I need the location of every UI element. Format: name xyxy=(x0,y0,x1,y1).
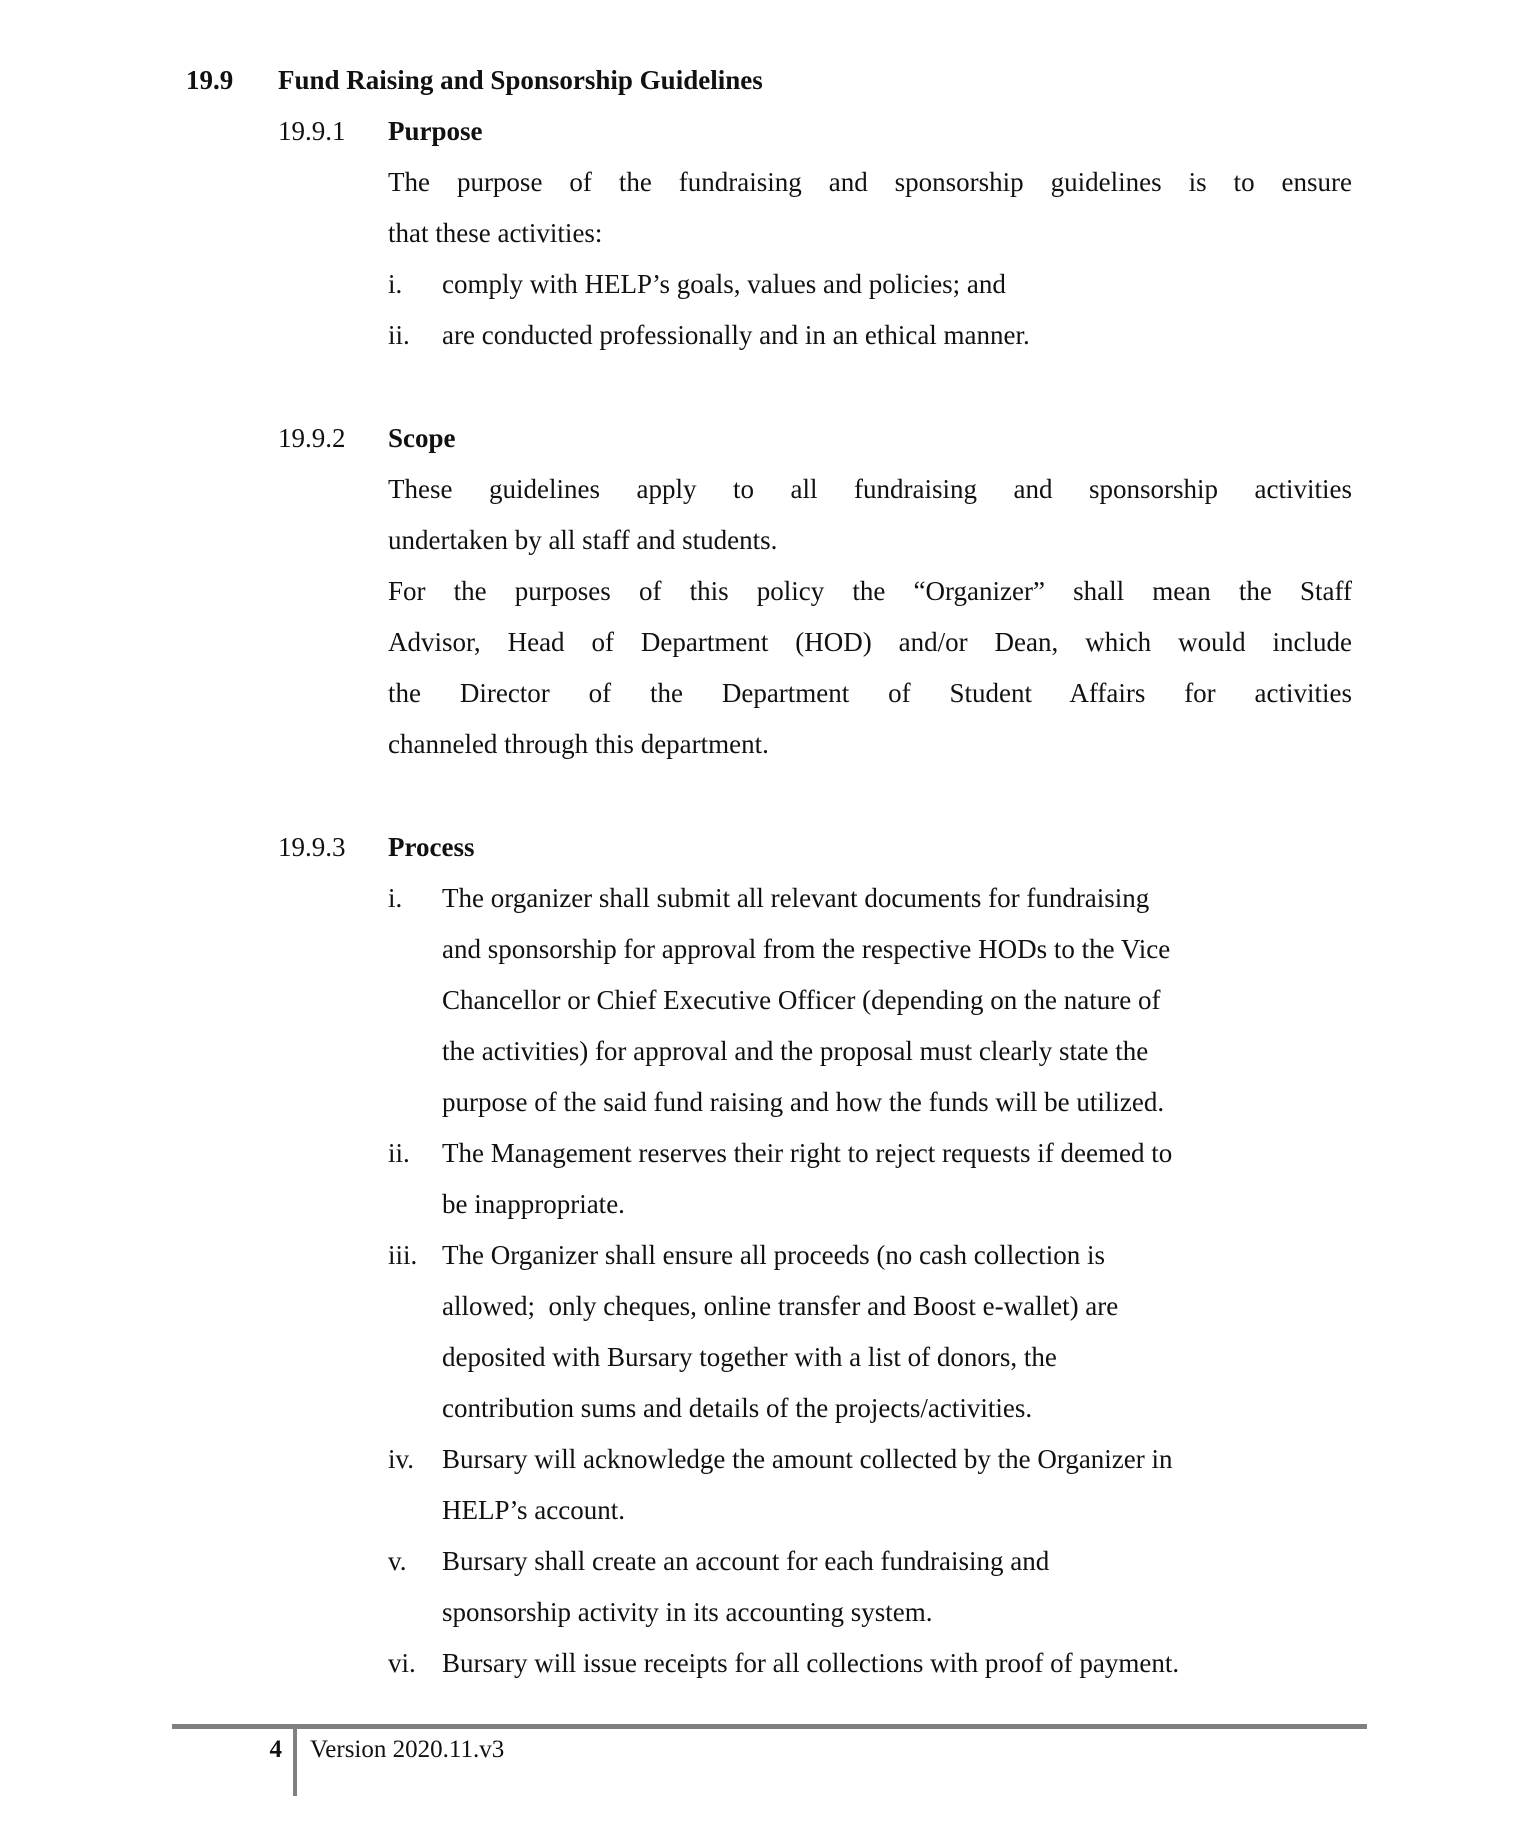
version-label: Version 2020.11.v3 xyxy=(310,1736,505,1763)
scope-paragraph-line: the Director of the Department of Student Affairs for activities xyxy=(388,678,1352,708)
process-item-marker: vi. xyxy=(388,1648,416,1678)
process-item-line: The organizer shall submit all relevant documents for fundraising xyxy=(442,883,1150,913)
process-number: 19.9.3 xyxy=(278,832,346,862)
process-item-marker: i. xyxy=(388,883,403,913)
footer-divider xyxy=(293,1724,297,1796)
process-item-line: Bursary shall create an account for each fundraising and xyxy=(442,1546,1050,1576)
process-item-line: allowed; only cheques, online transfer and Boost e-wallet) are xyxy=(442,1291,1119,1321)
process-item-line: be inappropriate. xyxy=(442,1189,625,1219)
purpose-item-text: are conducted professionally and in an ethical manner. xyxy=(442,320,1030,350)
process-item-marker: v. xyxy=(388,1546,407,1576)
scope-number: 19.9.2 xyxy=(278,423,346,453)
section-title: Fund Raising and Sponsorship Guidelines xyxy=(278,65,763,95)
scope-title: Scope xyxy=(388,423,456,453)
purpose-paragraph-line: The purpose of the fundraising and sponsorship guidelines is to ensure xyxy=(388,167,1352,197)
purpose-paragraph-line: that these activities: xyxy=(388,218,603,248)
footer-rule xyxy=(172,1724,1367,1729)
scope-paragraph-line: These guidelines apply to all fundraising and sponsorship activities xyxy=(388,474,1352,504)
process-item-marker: iii. xyxy=(388,1240,418,1270)
purpose-number: 19.9.1 xyxy=(278,116,346,146)
process-item-line: Bursary will acknowledge the amount collected by the Organizer in xyxy=(442,1444,1173,1474)
process-item-line: The Organizer shall ensure all proceeds (no cash collection is xyxy=(442,1240,1106,1270)
process-item-marker: ii. xyxy=(388,1138,410,1168)
section-number: 19.9 xyxy=(186,65,234,95)
purpose-item-marker: i. xyxy=(388,269,403,299)
scope-paragraph-line: channeled through this department. xyxy=(388,729,769,759)
scope-paragraph-line: undertaken by all staff and students. xyxy=(388,525,778,555)
process-item-line: purpose of the said fund raising and how the funds will be utilized. xyxy=(442,1087,1165,1117)
process-item-line: The Management reserves their right to reject requests if deemed to xyxy=(442,1138,1173,1168)
process-item-line: sponsorship activity in its accounting system. xyxy=(442,1597,933,1627)
process-item-line: the activities) for approval and the proposal must clearly state the xyxy=(442,1036,1149,1066)
process-item-marker: iv. xyxy=(388,1444,414,1474)
process-item-line: HELP’s account. xyxy=(442,1495,625,1525)
process-item-line: Bursary will issue receipts for all collections with proof of payment. xyxy=(442,1648,1180,1678)
process-item-line: and sponsorship for approval from the respective HODs to the Vice xyxy=(442,934,1171,964)
process-item-line: Chancellor or Chief Executive Officer (depending on the nature of xyxy=(442,985,1161,1015)
purpose-title: Purpose xyxy=(388,116,483,146)
purpose-item-marker: ii. xyxy=(388,320,410,350)
process-item-line: contribution sums and details of the projects/activities. xyxy=(442,1393,1033,1423)
scope-paragraph-line: For the purposes of this policy the “Organizer” shall mean the Staff xyxy=(388,576,1352,606)
purpose-item-text: comply with HELP’s goals, values and policies; and xyxy=(442,269,1006,299)
process-title: Process xyxy=(388,832,475,862)
scope-paragraph-line: Advisor, Head of Department (HOD) and/or Dean, which would include xyxy=(388,627,1352,657)
page-number: 4 xyxy=(269,1736,282,1763)
process-item-line: deposited with Bursary together with a list of donors, the xyxy=(442,1342,1057,1372)
